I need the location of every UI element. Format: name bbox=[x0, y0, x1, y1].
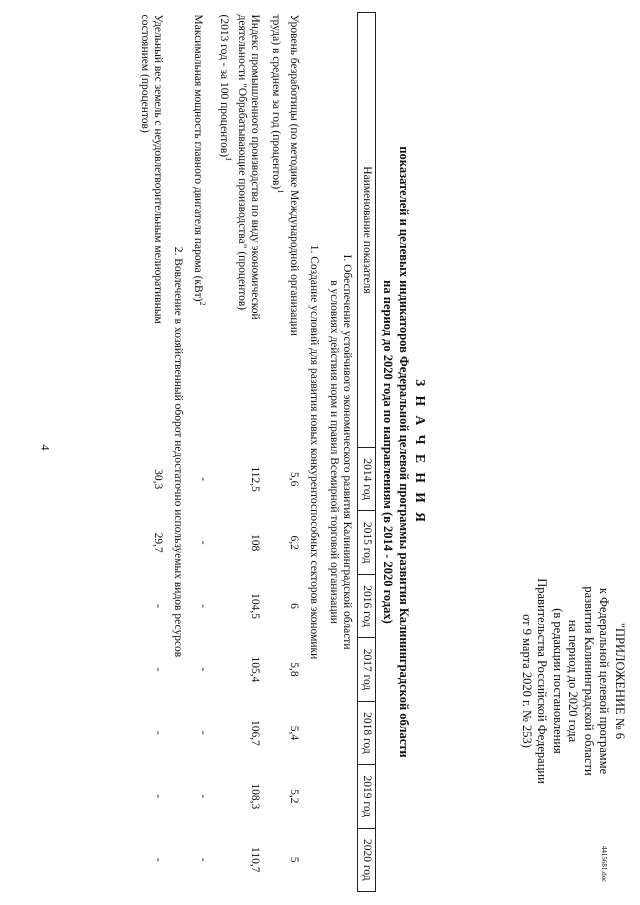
year-column-header: 2016 год bbox=[358, 574, 376, 637]
value-cell: 29,7 bbox=[151, 532, 164, 553]
year-column-header: 2020 год bbox=[358, 828, 376, 891]
value-cell: 108,3 bbox=[249, 783, 262, 810]
section-title-line: в условиях действия норм и правил Всемирной торговой организации bbox=[328, 280, 340, 624]
year-column-header: 2018 год bbox=[358, 701, 376, 764]
document-id: 4415681.doc bbox=[600, 845, 609, 883]
indicator-name-line: труда) в среднем за год (процентов)$^1$ bbox=[270, 14, 285, 194]
appendix-line: Правительства Российской Федерации bbox=[535, 578, 550, 784]
value-cell: 110,7 bbox=[249, 847, 262, 873]
section-title bbox=[324, 13, 358, 892]
subsection-row bbox=[168, 13, 188, 892]
table-row bbox=[213, 13, 265, 892]
year-column-header: 2014 год bbox=[358, 448, 376, 511]
value-cell: - bbox=[197, 730, 210, 735]
indicator-name-line: Индекс промышленного производства по виду экономической bbox=[249, 14, 262, 320]
footnote-mark: 1 bbox=[224, 157, 234, 162]
value-cell: 6,2 bbox=[288, 535, 300, 550]
value-cell: - bbox=[197, 540, 210, 545]
footnote-mark: 2 bbox=[198, 301, 208, 306]
section-row bbox=[324, 13, 358, 892]
indicator-name-line: состоянием (процентов) bbox=[138, 14, 151, 133]
name-column-header: Наименование показателя bbox=[358, 13, 376, 448]
value-cell: 108 bbox=[249, 534, 262, 552]
page-number: 4 bbox=[38, 444, 53, 451]
indicator-name bbox=[188, 13, 214, 448]
value-cell: 112,5 bbox=[249, 466, 262, 492]
table-row bbox=[188, 13, 214, 892]
indicator-name bbox=[213, 13, 265, 448]
indicator-name bbox=[265, 13, 304, 448]
table-header-row bbox=[358, 13, 376, 892]
table-row bbox=[134, 13, 168, 892]
subsection-title: 2. Вовлечение в хозяйственный оборот недостаточно используемых видов ресурсов bbox=[171, 246, 184, 658]
rotated-page-content bbox=[5, 12, 635, 892]
indicator-name-line: (2013 год - за 100 процентов)$^1$ bbox=[218, 14, 234, 162]
indicator-name-line: Максимальная мощность главного двигателя парома (кВт)$^2$ bbox=[192, 14, 208, 306]
title-sub-line: на период до 2020 года по направлениям (в 2014 - 2020 годах) bbox=[381, 280, 395, 624]
value-cell: 6 bbox=[288, 603, 300, 609]
value-cell: 106,7 bbox=[249, 719, 262, 746]
year-column-header: 2015 год bbox=[358, 511, 376, 574]
value-cell: - bbox=[151, 667, 164, 672]
indicator-name bbox=[134, 13, 168, 448]
title-main: З Н А Ч Е Н И Я bbox=[413, 379, 428, 525]
appendix-line: к Федеральной целевой программе bbox=[597, 587, 612, 775]
indicator-name-line: Удельный вес земель с неудовлетворительным мелиоративным bbox=[151, 14, 164, 324]
value-cell: 5,8 bbox=[288, 662, 300, 677]
value-cell: - bbox=[151, 857, 164, 862]
subsection-row bbox=[304, 13, 324, 892]
value-cell: 5 bbox=[288, 856, 300, 863]
appendix-line: "ПРИЛОЖЕНИЕ № 6 bbox=[613, 622, 627, 740]
value-cell: 30,3 bbox=[151, 469, 164, 490]
value-cell: - bbox=[151, 604, 164, 608]
appendix-header bbox=[519, 536, 628, 826]
year-column-header: 2017 год bbox=[358, 638, 376, 701]
value-cell: 5,2 bbox=[288, 789, 300, 804]
indicators-table-wrapper bbox=[26, 12, 376, 892]
value-cell: - bbox=[151, 730, 164, 735]
appendix-line: на период до 2020 года bbox=[566, 619, 581, 743]
indicator-name-line: деятельности "Обрабатывающие производства" (процентов) bbox=[236, 14, 249, 311]
appendix-line: от 9 марта 2020 г. № 253) bbox=[520, 614, 534, 748]
indicator-name-line: Уровень безработицы (по методике Международной организации bbox=[288, 14, 300, 336]
value-cell: - bbox=[197, 604, 210, 608]
indicators-table bbox=[134, 12, 376, 892]
title-sub-line: показателей и целевых индикаторов Федеральной целевой программы развития Калининградской области bbox=[397, 146, 411, 758]
value-cell: 104,5 bbox=[249, 593, 262, 619]
value-cell: 5,6 bbox=[288, 472, 300, 487]
value-cell: - bbox=[197, 857, 210, 862]
subsection-title: 1. Создание условий для развития новых конкурентоспособных секторов экономики bbox=[308, 244, 320, 660]
value-cell: 105,4 bbox=[249, 656, 262, 683]
appendix-line: развития Калининградской области bbox=[582, 586, 596, 776]
table-row bbox=[265, 13, 304, 892]
document-title bbox=[380, 12, 428, 892]
year-column-header: 2019 год bbox=[358, 765, 376, 828]
value-cell: - bbox=[151, 794, 164, 799]
value-cell: 5,4 bbox=[288, 725, 300, 741]
appendix-line: (в редакции постановления bbox=[551, 608, 565, 754]
value-cell: - bbox=[197, 667, 210, 672]
section-title-line: I. Обеспечение устойчивого экономического развития Калининградской области bbox=[341, 254, 353, 650]
footnote-mark: 1 bbox=[276, 189, 285, 194]
value-cell: - bbox=[197, 477, 210, 482]
value-cell: - bbox=[197, 794, 210, 799]
